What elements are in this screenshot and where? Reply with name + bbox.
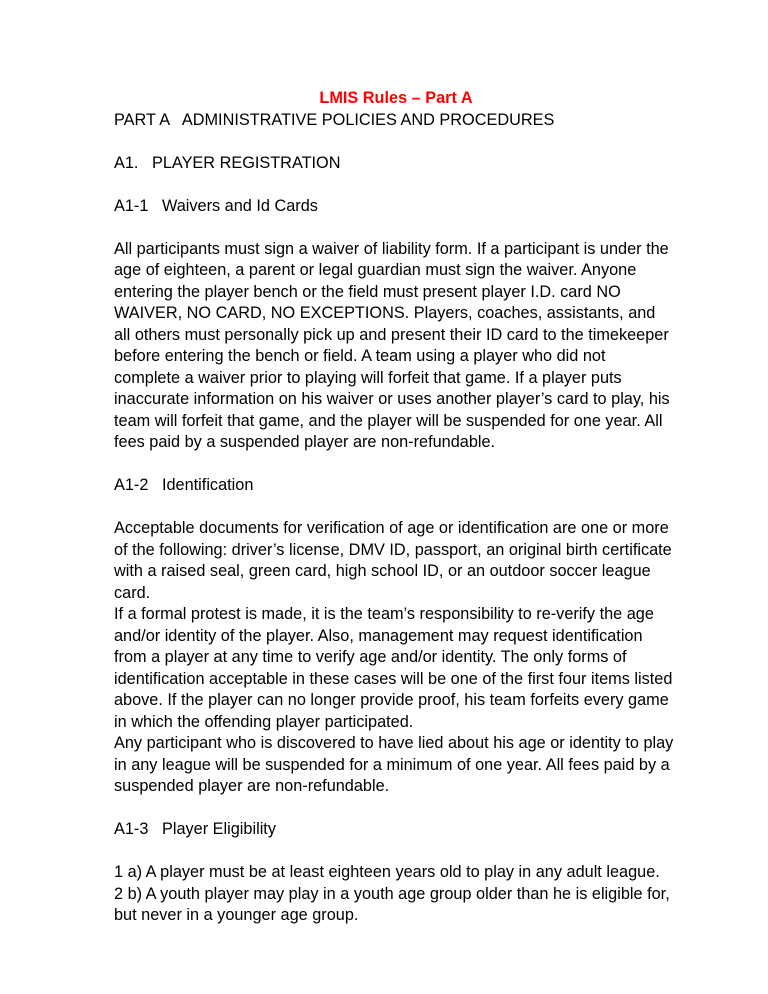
a1-3-item-1: 1 a) A player must be at least eighteen years old to play in any adult league. — [114, 863, 660, 881]
a1-1-heading: A1-1 Waivers and Id Cards — [114, 196, 318, 215]
a1-1-paragraph: All participants must sign a waiver of liability form. If a participant is under the age of eighteen, a parent or legal guardian must sign the waiver. Anyone entering the player bench or the field must present player I.D. card NO WAIVER, NO CARD, NO EXCEPTIONS. Players, coaches, assistants, and all others must personally pick up and present their ID card to the timekeeper before entering the bench or field. A team using a player who did not complete a waiver prior to playing will forfeit that game. If a player puts inaccurate information on his waiver or uses another player’s card to play, his team will forfeit that game, and the player will be suspended for one year. All fees paid by a suspended player are non-refundable. — [114, 239, 670, 451]
spacer — [114, 841, 674, 863]
part-heading: PART A ADMINISTRATIVE POLICIES AND PROCEDURES — [114, 110, 555, 129]
a1-3-item-2: 2 b) A youth player may play in a youth age group older than he is eligible for, but never in a younger age group. — [114, 884, 670, 924]
document-title: LMIS Rules – Part A — [319, 89, 473, 107]
a1-2-paragraph-3: Any participant who is discovered to have lied about his age or identity to play in any league will be suspended for a minimum of one year. All fees paid by a suspended player are non-refundable. — [114, 734, 674, 795]
spacer — [114, 798, 674, 820]
spacer — [114, 497, 674, 519]
document-content — [114, 88, 674, 927]
spacer — [114, 174, 674, 196]
section-a1-heading: A1. PLAYER REGISTRATION — [114, 153, 341, 172]
spacer — [114, 454, 674, 476]
spacer — [114, 217, 674, 239]
a1-2-paragraph-2: If a formal protest is made, it is the team’s responsibility to re-verify the age and/or identity of the player. Also, management may request identification from a player at any time to verify age and/or identity. The only forms of identification acceptable in these cases will be one of the first four items listed above. If the player can no longer provide proof, his team forfeits every game in which the offending player participated. — [114, 605, 673, 731]
spacer — [114, 131, 674, 153]
a1-3-heading: A1-3 Player Eligibility — [114, 820, 276, 838]
a1-2-paragraph-1: Acceptable documents for verification of age or identification are one or more of the following: driver’s license, DMV ID, passport, an original birth certificate with a raised seal, green card, high school ID, or an outdoor soccer league card. — [114, 519, 672, 602]
a1-2-heading: A1-2 Identification — [114, 476, 254, 494]
